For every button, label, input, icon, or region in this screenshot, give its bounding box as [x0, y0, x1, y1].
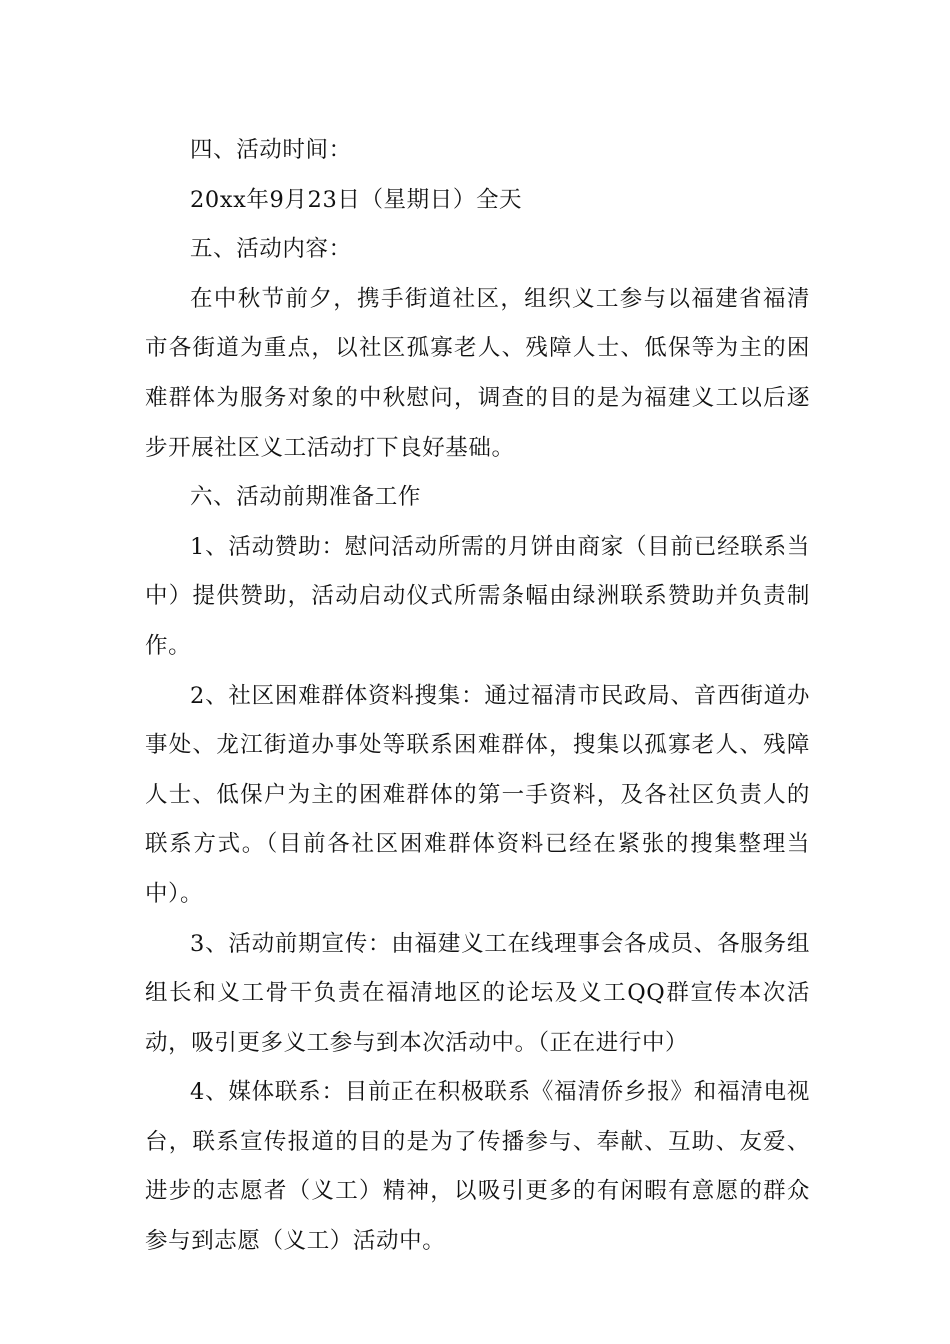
item-1-sponsorship-paragraph: 1、活动赞助：慰问活动所需的月饼由商家（目前已经联系当中）提供赞助，活动启动仪式所需条幅由绿洲联系赞助并负责制作。: [145, 533, 810, 659]
item-4-media-paragraph: 4、媒体联系：目前正在积极联系《福清侨乡报》和福清电视台，联系宣传报道的目的是为了传播参与、奉献、互助、友爱、进步的志愿者（义工）精神，以吸引更多的有闲暇有意愿的群众参与到志愿（义工）活动中。: [145, 1079, 810, 1255]
section-5-heading: 五、活动内容：: [190, 236, 352, 263]
activity-content-paragraph: 在中秋节前夕，携手街道社区，组织义工参与以福建省福清市各街道为重点，以社区孤寡老人、残障人士、低保等为主的困难群体为服务对象的中秋慰问，调查的目的是为福建义工以后逐步开展社区义工活动打下良好基础。: [145, 285, 810, 461]
document-body: [145, 126, 810, 1267]
item-3-publicity-paragraph: 3、活动前期宣传：由福建义工在线理事会各成员、各服务组组长和义工骨干负责在福清地区的论坛及义工QQ群宣传本次活动，吸引更多义工参与到本次活动中。（正在进行中）: [145, 930, 810, 1056]
section-6-heading: 六、活动前期准备工作: [190, 484, 422, 511]
section-4-heading: 四、活动时间：: [190, 137, 352, 163]
item-2-data-collection-paragraph: 2、社区困难群体资料搜集：通过福清市民政局、音西街道办事处、龙江街道办事处等联系困难群体，搜集以孤寡老人、残障人士、低保户为主的困难群体的第一手资料，及各社区负责人的联系方式。（目前各社区困难群体资料已经在紧张的搜集整理当中）。: [145, 682, 810, 907]
activity-date: 20xx年9月23日（星期日）全天: [190, 186, 523, 213]
